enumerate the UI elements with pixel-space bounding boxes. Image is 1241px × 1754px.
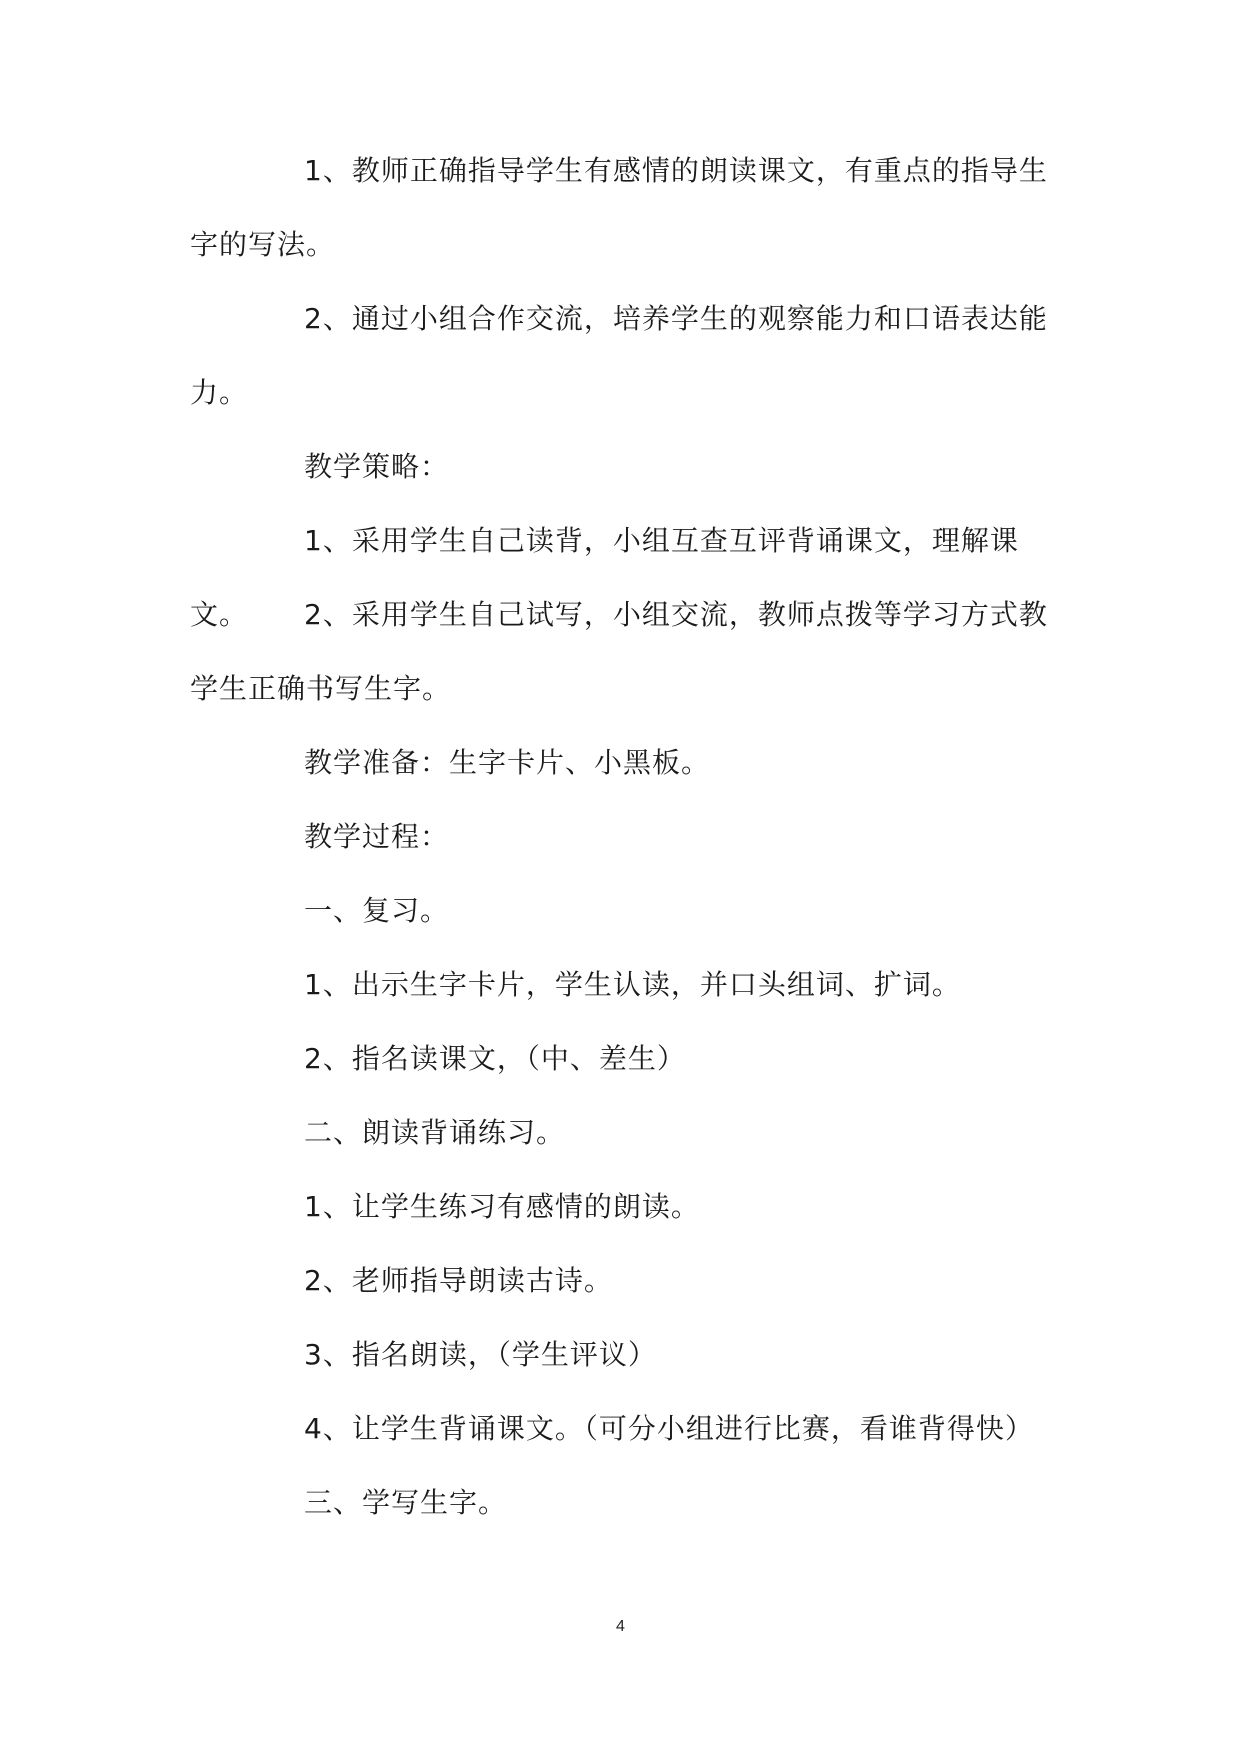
paragraph-reading-3: 3、指名朗读，（学生评议）	[304, 1338, 657, 1371]
paragraph-goal-2: 2、通过小组合作交流，培养学生的观察能力和口语表达能力。	[190, 302, 1048, 409]
paragraph-strategy-1: 1、采用学生自己读背，小组互查互评背诵课文，理解课文。	[190, 524, 1019, 631]
paragraph-teaching-preparation: 教学准备：生字卡片、小黑板。	[304, 746, 711, 779]
paragraph-reading-1: 1、让学生练习有感情的朗读。	[304, 1190, 700, 1223]
heading-reading-practice: 二、朗读背诵练习。	[304, 1116, 566, 1149]
paragraph-review-2: 2、指名读课文，（中、差生）	[304, 1042, 686, 1075]
heading-write-characters: 三、学写生字。	[304, 1486, 508, 1519]
heading-review: 一、复习。	[304, 894, 450, 927]
heading-teaching-strategy: 教学策略：	[304, 450, 450, 483]
paragraph-strategy-2: 2、采用学生自己试写，小组交流，教师点拨等学习方式教学生正确书写生字。	[190, 598, 1048, 705]
paragraph-goal-1: 1、教师正确指导学生有感情的朗读课文，有重点的指导生字的写法。	[190, 154, 1048, 261]
paragraph-reading-4: 4、让学生背诵课文。（可分小组进行比赛，看谁背得快）	[304, 1412, 1034, 1445]
page-number: 4	[616, 1618, 625, 1635]
paragraph-reading-2: 2、老师指导朗读古诗。	[304, 1264, 613, 1297]
paragraph-review-1: 1、出示生字卡片，学生认读，并口头组词、扩词。	[304, 968, 961, 1001]
heading-teaching-process: 教学过程：	[304, 820, 450, 853]
